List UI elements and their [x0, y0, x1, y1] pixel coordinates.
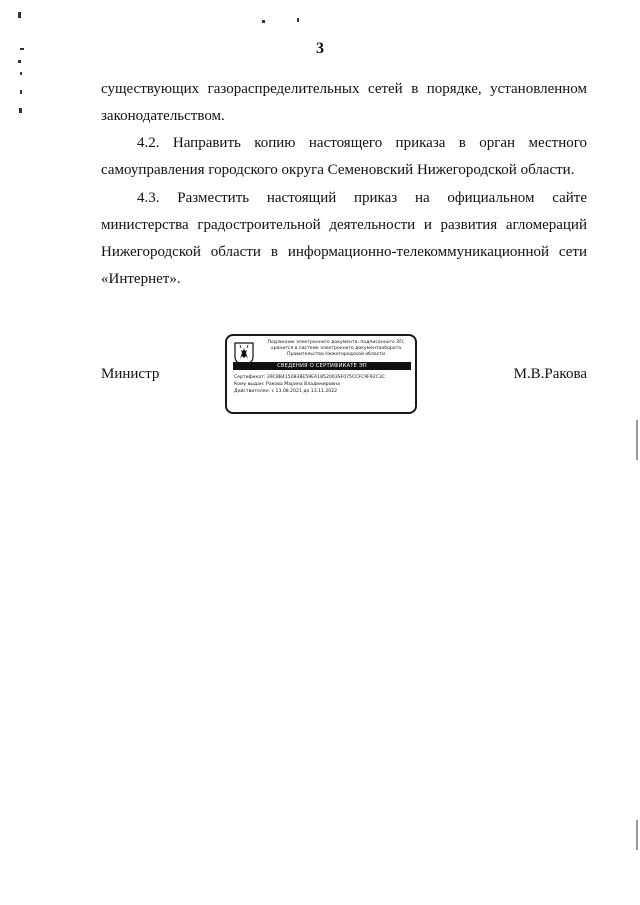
body-paragraph-1: существующих газораспределительных сетей в порядке, установленном законодательством. — [101, 81, 587, 124]
stamp-certificate: Сертификат: 39C8B4150838E59EA1852003SF075CCFC9F92C3C — [234, 375, 385, 380]
scan-artifact — [262, 20, 265, 23]
scan-artifact — [18, 12, 21, 18]
stamp-valid: Действителен: с 13.08.2021 до 13.11.2022 — [234, 389, 338, 394]
scan-artifact — [20, 72, 22, 75]
scan-artifact — [20, 90, 22, 94]
scan-artifact — [636, 820, 638, 850]
scan-artifact — [18, 60, 21, 63]
electronic-signature-stamp — [225, 334, 417, 414]
stamp-certificate-bar: СВЕДЕНИЯ О СЕРТИФИКАТЕ ЭП — [233, 362, 411, 370]
signatory-title: Министр — [101, 366, 160, 382]
page-number: 3 — [316, 40, 324, 57]
body-paragraph-3: 4.3. Разместить настоящий приказ на официальном сайте министерства градостроительной деятельности и развития агломераций Нижегородской области в информационно-телекоммуникационной сети «Интернет». — [101, 190, 587, 287]
scan-artifact — [636, 420, 638, 460]
scan-artifact — [19, 108, 22, 113]
stamp-issued-to: Кому выдан: Ракова Марина Владимировна — [234, 382, 340, 387]
stamp-header-text: Подлинник электронного документа, подписанного ЭП, хранится в системе электронного документооборота Правительства Нижегородской области — [267, 340, 405, 357]
signatory-name: М.В.Ракова — [513, 366, 587, 382]
scan-artifact — [297, 18, 299, 22]
stamp-details — [234, 374, 412, 395]
body-paragraph-2: 4.2. Направить копию настоящего приказа в орган местного самоуправления городского округа Семеновский Нижегородской области. — [101, 135, 587, 178]
